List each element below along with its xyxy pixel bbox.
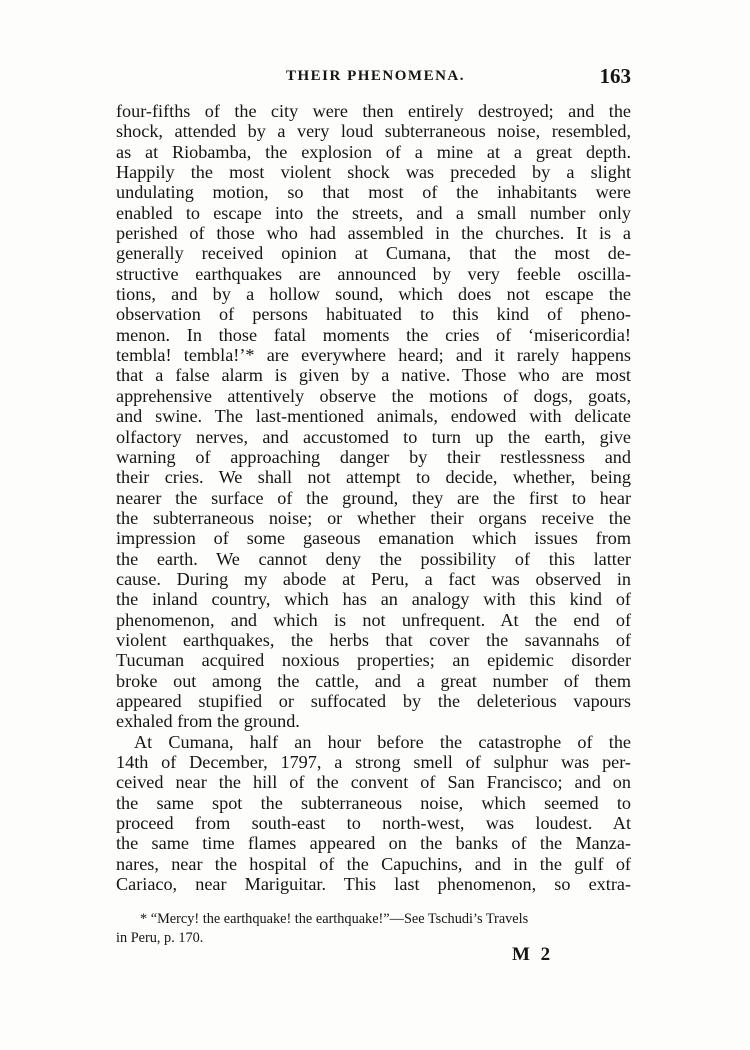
running-title: THEIR PHENOMENA. [286,68,466,84]
page-number: 163 [599,64,631,88]
text-line: ceived near the hill of the convent of San Francisco; and on [116,772,631,793]
text-line: phenomenon, and which is not unfrequent. At the end of [116,609,631,630]
body-text [116,101,631,894]
text-line: structive earthquakes are announced by very feeble oscilla- [116,263,631,284]
text-line: cause. During my abode at Peru, a fact was observed in [116,568,631,589]
text-line: shock, attended by a very loud subterraneous noise, resembled, [116,121,631,142]
footnote [116,910,631,948]
text-line: impression of some gaseous emanation which issues from [116,528,631,549]
running-head [116,64,631,94]
footnote-line: in Peru, p. 170. [116,930,204,946]
text-line: and swine. The last-mentioned animals, endowed with delicate [116,406,631,427]
text-line: four-fifths of the city were then entirely destroyed; and the [116,101,631,121]
text-line: enabled to escape into the streets, and a small number only [116,202,631,223]
text-line: olfactory nerves, and accustomed to turn up the earth, give [116,426,631,447]
text-line: exhaled from the ground. [116,711,300,732]
text-line: proceed from south-east to north-west, was loudest. At [116,813,631,834]
text-line: apprehensive attentively observe the motions of dogs, goats, [116,385,631,406]
paragraph [116,101,631,732]
text-line: Tucuman acquired noxious properties; an epidemic disorder [116,650,631,671]
footnote-line: * “Mercy! the earthquake! the earthquake!”—See Tschudi’s Travels [140,911,529,927]
text-line: warning of approaching danger by their restlessness and [116,446,631,467]
text-line: the same time flames appeared on the banks of the Manza- [116,833,631,854]
text-line: observation of persons habituated to this kind of pheno- [116,304,631,325]
text-line: perished of those who had assembled in the churches. It is a [116,223,631,244]
text-line: nearer the surface of the ground, they are the first to hear [116,487,631,508]
text-line: 14th of December, 1797, a strong smell of sulphur was per- [116,752,631,772]
text-line: Cariaco, near Mariguitar. This last phenomenon, so extra- [116,874,631,895]
text-line: At Cumana, half an hour before the catastrophe of the [134,731,631,752]
text-line: the earth. We cannot deny the possibility of this latter [116,548,631,569]
text-line: generally received opinion at Cumana, that the most de- [116,243,631,264]
text-line: violent earthquakes, the herbs that cover the savannahs of [116,629,631,650]
text-line: as at Riobamba, the explosion of a mine at a great depth. [116,141,631,162]
text-line: the same spot the subterraneous noise, which seemed to [116,792,631,813]
text-line: broke out among the cattle, and a great number of them [116,670,631,691]
text-line: the subterraneous noise; or whether their organs receive the [116,507,631,528]
text-line: that a false alarm is given by a native. Those who are most [116,365,631,386]
text-line: undulating motion, so that most of the inhabitants were [116,182,631,203]
text-line: nares, near the hospital of the Capuchins, and in the gulf of [116,853,631,874]
text-line: tions, and by a hollow sound, which does not escape the [116,284,631,305]
text-line: menon. In those fatal moments the cries of ‘misericordia! [116,324,631,345]
signature-mark: M 2 [512,944,554,965]
text-line: Happily the most violent shock was preceded by a slight [116,162,631,183]
text-line: tembla! tembla!’* are everywhere heard; and it rarely happens [116,345,631,366]
paragraph [116,732,631,895]
text-line: their cries. We shall not attempt to decide, whether, being [116,467,631,488]
text-line: appeared stupified or suffocated by the deleterious vapours [116,690,631,711]
text-line: the inland country, which has an analogy with this kind of [116,589,631,610]
